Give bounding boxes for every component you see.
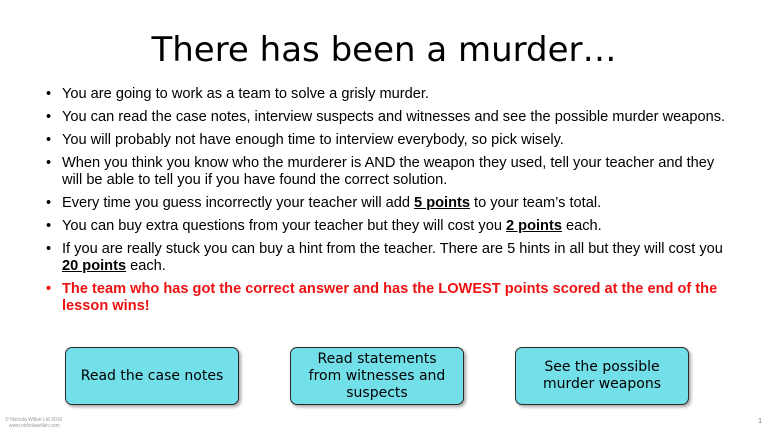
- points-highlight: 5 points: [414, 195, 470, 211]
- list-item: [44, 132, 734, 149]
- points-highlight: 20 points: [62, 258, 127, 274]
- bullet-text: each.: [126, 258, 166, 274]
- winning-rule: [44, 281, 734, 315]
- list-item: [44, 109, 734, 126]
- bullet-text: each.: [561, 218, 602, 234]
- copyright-notice: [5, 417, 62, 429]
- rules-list: [44, 86, 734, 321]
- bullet-text: When you think you know who the murderer is AND the weapon they used, tell your teacher and they will be able to tell you if you have found the correct solution.: [62, 155, 715, 188]
- bullet-text: You will probably not have enough time to interview everybody, so pick wisely.: [62, 132, 564, 148]
- weapons-button[interactable]: See the possible murder weapons: [515, 347, 689, 405]
- copyright-line: © Nichola Wilkin Ltd 2016: [5, 417, 63, 423]
- slide-number: 1: [758, 418, 762, 425]
- copyright-url: www.nicholawilkin.com: [9, 423, 60, 429]
- bullet-text: You are going to work as a team to solve a grisly murder.: [62, 86, 429, 102]
- bullet-text: If you are really stuck you can buy a hint from the teacher. There are 5 hints in all but they will cost you: [62, 241, 723, 257]
- slide-title: There has been a murder…: [151, 30, 617, 70]
- bullet-text: You can buy extra questions from your teacher but they will cost you: [62, 218, 506, 234]
- list-item: [44, 195, 734, 212]
- bullet-text: The team who has got the correct answer and has the LOWEST points scored at the end of the lesson wins!: [62, 281, 718, 314]
- bullet-text: Every time you guess incorrectly your teacher will add: [62, 195, 415, 211]
- bullet-text: You can read the case notes, interview suspects and witnesses and see the possible murder weapons.: [62, 109, 726, 125]
- list-item: [44, 218, 734, 235]
- list-item: [44, 241, 734, 275]
- list-item: [44, 155, 734, 189]
- bullet-text: to your team’s total.: [469, 195, 602, 211]
- statements-button[interactable]: Read statements from witnesses and suspects: [290, 347, 464, 405]
- points-highlight: 2 points: [506, 218, 562, 234]
- case-notes-button[interactable]: Read the case notes: [65, 347, 239, 405]
- list-item: [44, 86, 734, 103]
